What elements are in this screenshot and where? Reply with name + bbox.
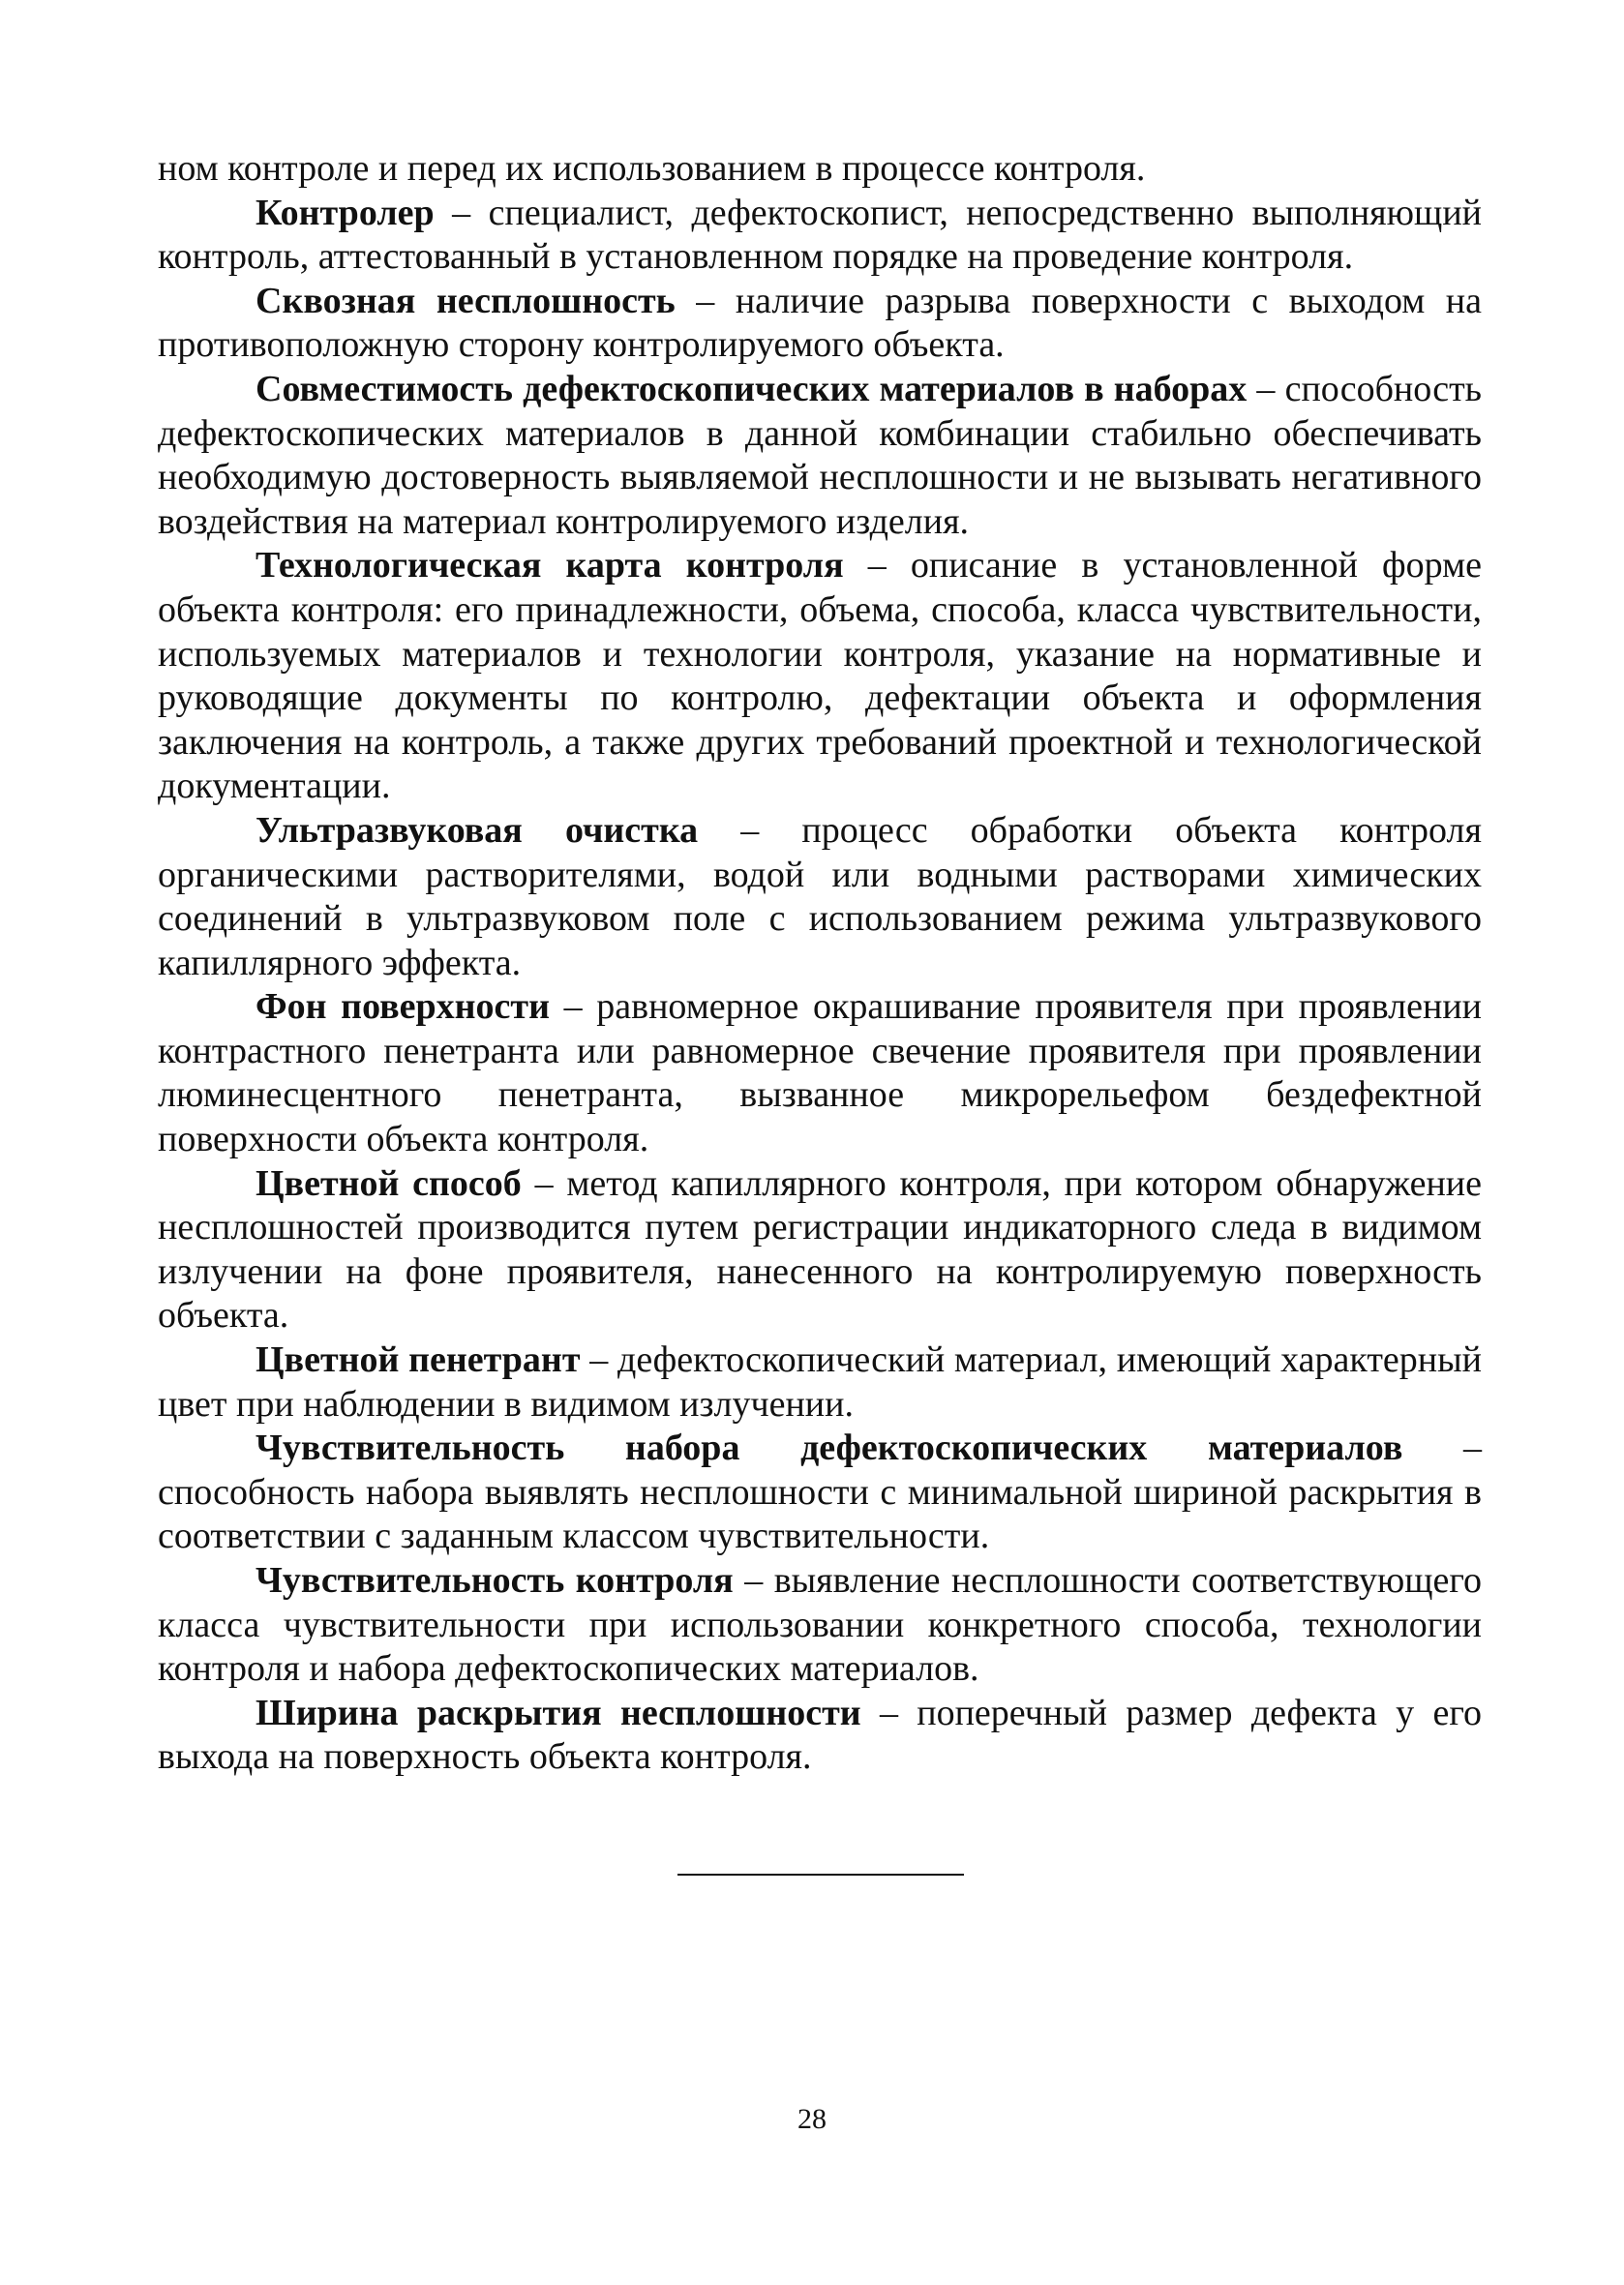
definition-paragraph	[158, 1559, 1482, 1692]
definition-term: Ультразвуковая очистка	[256, 809, 699, 851]
definition-paragraph	[158, 280, 1482, 368]
definition-term: Цветной способ	[256, 1162, 522, 1204]
definition-paragraph	[158, 1338, 1482, 1427]
definition-text: – равномерное окрашивание проявителя при проявлении контрастного пенетранта или равномерное свечение проявителя при проявлении люминесцентного пенетранта, вызванное микрорельефом бездефектной поверхности объекта контроля.	[158, 986, 1482, 1160]
definition-paragraph	[158, 809, 1482, 985]
definition-term: Совместимость дефектоскопических материалов в наборах	[256, 368, 1248, 409]
definition-paragraph	[158, 1692, 1482, 1780]
definition-term: Сквозная несплошность	[256, 280, 676, 321]
definition-term: Чувствительность набора дефектоскопических материалов	[256, 1428, 1403, 1469]
definition-paragraph	[158, 985, 1482, 1161]
definition-text: – выявление несплошности соответствующего класса чувствительности при использовании конкретного способа, технологии контроля и набора дефектоскопических материалов.	[158, 1560, 1483, 1690]
definition-term: Технологическая карта контроля	[256, 545, 844, 586]
body-text	[158, 147, 1482, 1780]
definition-text: – способность дефектоскопических материалов в данной комбинации стабильно обеспечивать необходимую достоверность выявляемой несплошности и не вызывать негативного воздействия на материал контролируемого изделия.	[158, 368, 1483, 542]
definition-text: – дефектоскопический материал, имеющий характерный цвет при наблюдении в видимом излучении.	[158, 1339, 1482, 1425]
definition-text: – метод капиллярного контроля, при котором обнаружение несплошностей производится путем регистрации индикаторного следа в видимом излучении на фоне проявителя, нанесенного на контролируемую поверхность объекта.	[158, 1162, 1483, 1337]
definition-text: – специалист, дефектоскопист, непосредственно выполняющий контроль, аттестованный в установленном порядке на проведение контроля.	[158, 192, 1482, 278]
definition-text: – процесс обработки объекта контроля органическими растворителями, водой или водными растворами химических соединений в ультразвуковом поле с использованием режима ультразвукового капиллярного эффекта.	[158, 809, 1482, 983]
definition-paragraph	[158, 1427, 1482, 1559]
definition-text: – способность набора выявлять несплошности с минимальной шириной раскрытия в соответствии с заданным классом чувствительности.	[158, 1428, 1483, 1557]
definition-term: Фон поверхности	[256, 986, 550, 1028]
definition-text: – наличие разрыва поверхности с выходом на противоположную сторону контролируемого объекта.	[158, 280, 1482, 366]
definition-paragraph	[158, 192, 1482, 280]
definition-text: – поперечный размер дефекта у его выхода на поверхность объекта контроля.	[158, 1692, 1482, 1778]
definition-term: Цветной пенетрант	[256, 1339, 581, 1381]
page-number: 28	[797, 2103, 827, 2135]
definition-term: Чувствительность контроля	[256, 1560, 734, 1601]
definition-paragraph	[158, 368, 1482, 544]
definition-term: Ширина раскрытия несплошности	[256, 1692, 861, 1733]
definition-term: Контролер	[256, 192, 435, 233]
definition-paragraph	[158, 544, 1482, 809]
section-end-divider	[677, 1874, 964, 1876]
definition-text: – описание в установленной форме объекта контроля: его принадлежности, объема, способа, класса чувствительности, используемых материалов и технологии контроля, указание на нормативные и руководящие документы по контролю, дефектации объекта и оформления заключения на контроль, а также других требований проектной и технологической документации.	[158, 545, 1482, 807]
continuation-paragraph: ном контроле и перед их использованием в процессе контроля.	[158, 148, 1146, 189]
definition-paragraph	[158, 1162, 1482, 1338]
